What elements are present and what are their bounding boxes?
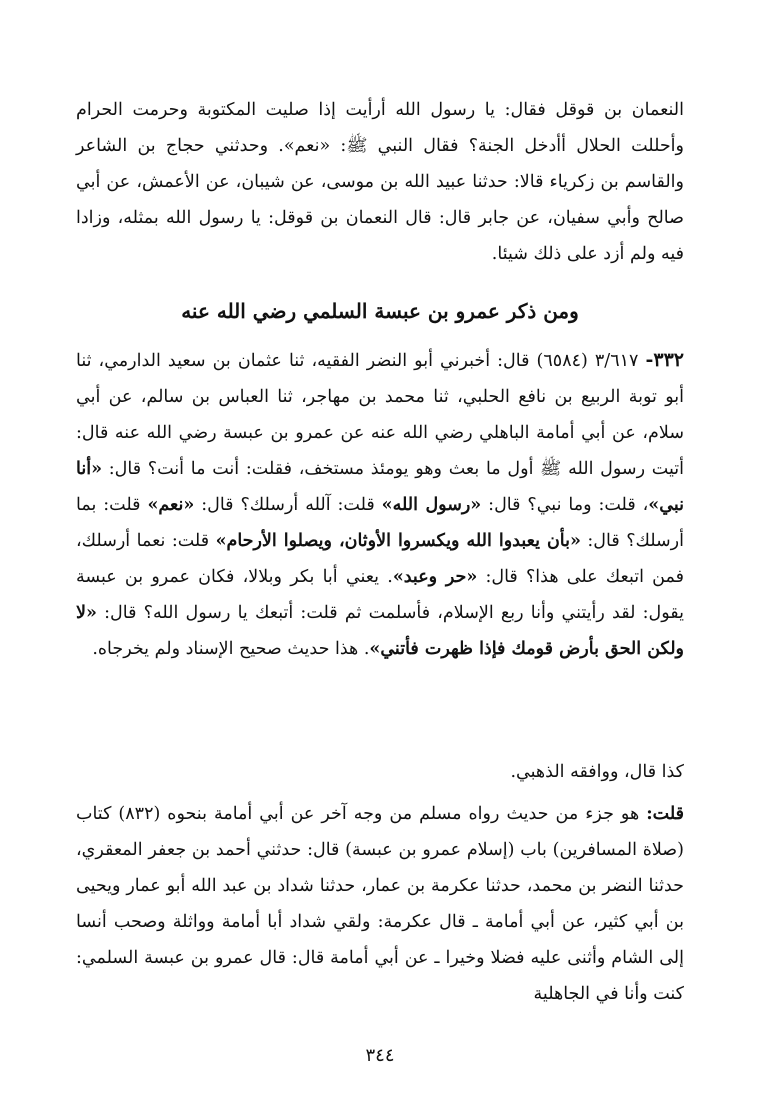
hadith-quote-1: «أنا نبي» — [76, 459, 684, 515]
hadith-quote-2: «رسول الله» — [381, 495, 482, 515]
hadith-quote-6: «لا ولكن الحق بأرض قومك فإذا ظهرت فأتني» — [76, 603, 684, 659]
hadith-paragraph — [76, 342, 684, 667]
hadith-text-1: ٣/٦١٧ (٦٥٨٤) قال: أخبرني أبو النضر الفقيه، ثنا عثمان بن سعيد الدارمي، ثنا أبو توبة الربيع بن نافع الحلبي، ثنا محمد بن مهاجر، ثنا العباس بن سالم، عن أبي سلام، عن أبي أمامة الباهلي رضي الله عنه عن عمرو بن عبسة رضي الله عنه قال: أتيت رسول الله ﷺ أول ما بعث وهو يومئذ مستخف، فقلت: أنت ما أنت؟ قال: — [76, 351, 684, 479]
hadith-quote-3: «نعم» — [147, 495, 195, 515]
hadith-text-3: قلت: آلله أرسلك؟ قال: — [194, 495, 382, 515]
hadith-text-2: ، قلت: وما نبي؟ قال: — [481, 495, 649, 515]
hadith-text-4: قلت: بما أرسلك؟ قال: — [76, 495, 684, 551]
hadith-text-6: . يعني أبا بكر وبلالا، فكان عمرو بن عبسة يقول: لقد رأيتني وأنا ربع الإسلام، فأسلمت ثم قلت: أتبعك يا رسول الله؟ قال: — [76, 567, 684, 623]
hadith-quote-5: «حر وعبد» — [392, 567, 478, 587]
opening-paragraph: النعمان بن قوقل فقال: يا رسول الله أرأيت إذا صليت المكتوبة وحرمت الحرام وأحللت الحلال أأدخل الجنة؟ فقال النبي ﷺ: «نعم». وحدثني حجاج بن الشاعر والقاسم بن زكرياء قالا: حدثنا عبيد الله بن موسى، عن شيبان، عن الأعمش، عن أبي صالح وأبي سفيان، عن جابر قال: قال النعمان بن قوقل: يا رسول الله بمثله، وزادا فيه ولم أزد على ذلك شيئا. — [76, 100, 684, 264]
commentary-text: هو جزء من حديث رواه مسلم من وجه آخر عن أبي أمامة بنحوه (٨٣٢) كتاب (صلاة المسافرين) باب (إسلام عمرو بن عبسة) قال: حدثني أحمد بن جعفر المعقري، حدثنا النضر بن محمد، حدثنا عكرمة بن عمار، حدثنا شداد بن عبد الله أبو عمار ويحيى بن أبي كثير، عن أبي أمامة ـ قال عكرمة: ولقي شداد أبا أمامة وواثلة وصحب أنسا إلى الشام وأثنى عليه فضلا وخيرا ـ عن أبي أمامة قال: قال عمرو بن عبسة السلمي: كنت وأنا في الجاهلية — [76, 804, 684, 1004]
hadith-quote-4: «بأن يعبدوا الله ويكسروا الأوثان، ويصلوا الأرحام» — [215, 531, 581, 551]
hadith-number: ٣٣٢- — [645, 349, 684, 371]
hadith-text-7: . هذا حديث صحيح الإسناد ولم يخرجاه. — [92, 639, 370, 659]
commentary-label: قلت: — [646, 804, 684, 824]
page-number: ٣٤٤ — [365, 1045, 395, 1066]
hadith-text-5: قلت: نعما أرسلك، فمن اتبعك على هذا؟ قال: — [76, 531, 684, 587]
commentary-paragraph — [76, 796, 684, 1012]
section-heading: ومن ذكر عمرو بن عبسة السلمي رضي الله عنه — [181, 299, 579, 323]
dhahabi-note: كذا قال، ووافقه الذهبي. — [510, 762, 684, 782]
